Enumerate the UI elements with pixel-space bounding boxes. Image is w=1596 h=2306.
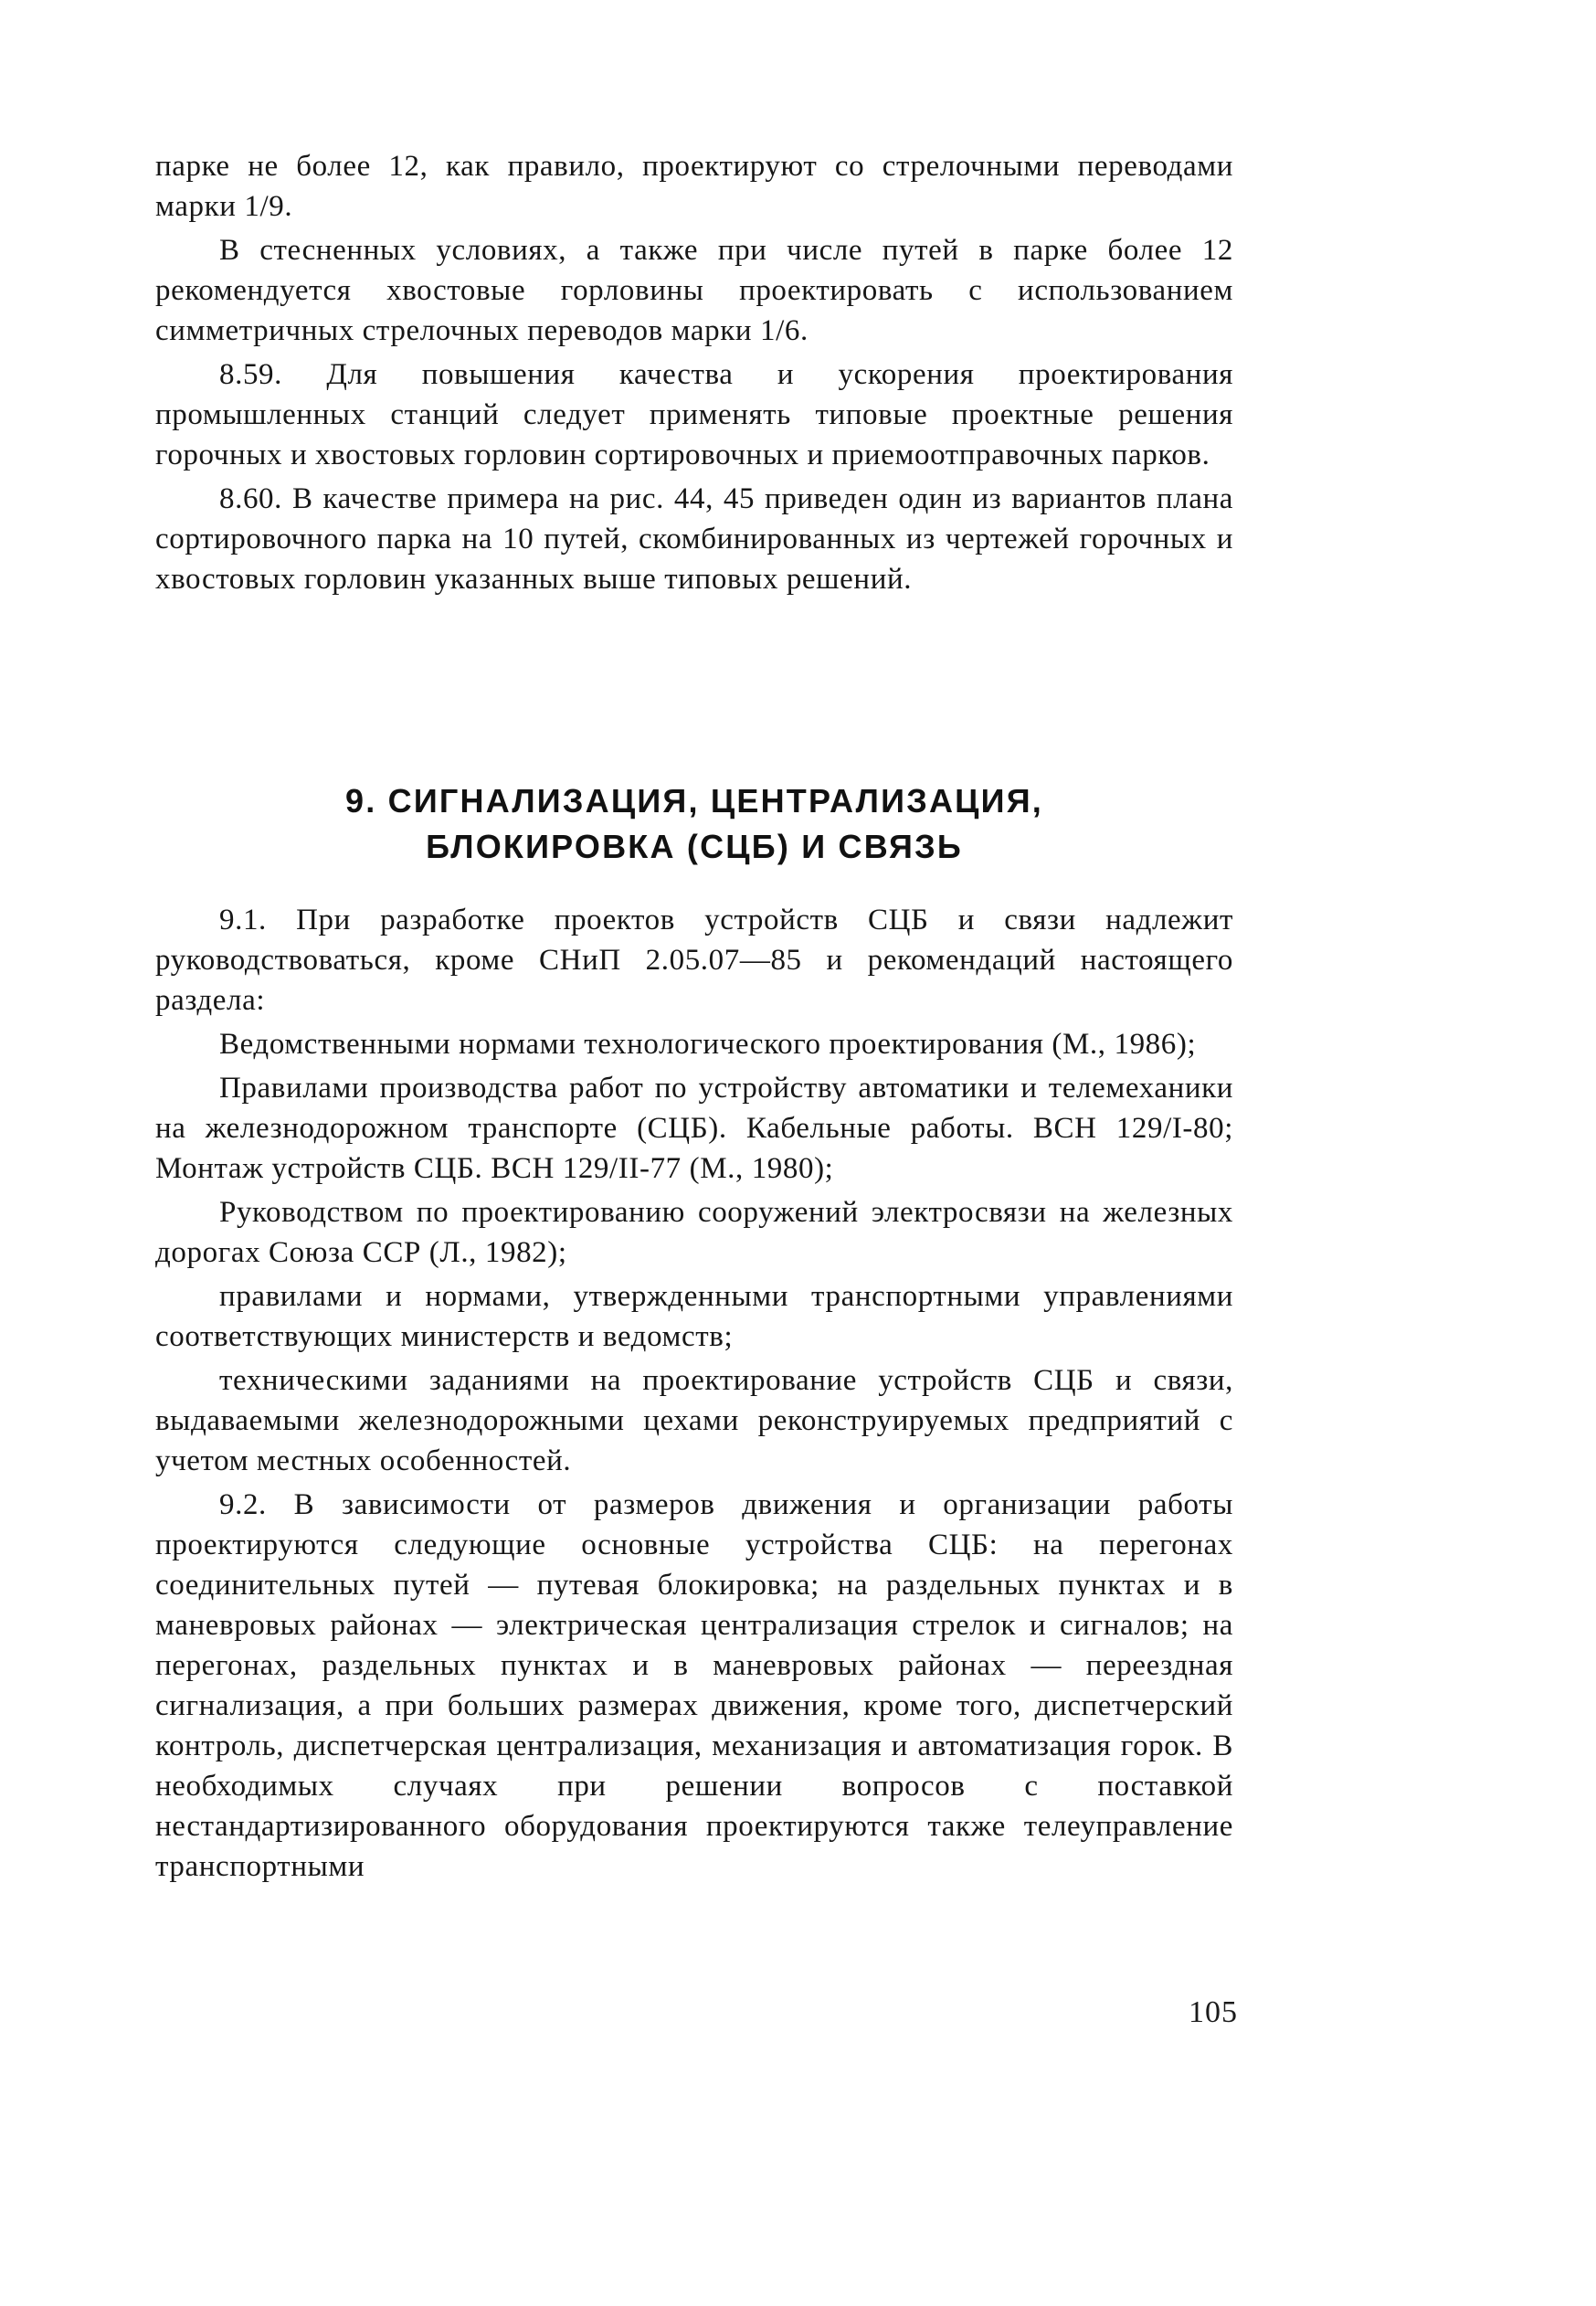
section-heading [155,778,1233,870]
paragraph-continuation: парке не более 12, как правило, проектируют со стрелочными переводами марки 1/9. [155,150,1233,223]
paragraph-9-1: 9.1. При разработке проектов устройств СЦБ и связи надлежит руководствоваться, кроме СНиП 2.05.07—85 и рекомендаций настоящего раздела: [155,904,1233,1017]
bottom-text-block [155,900,1233,1887]
top-text-block [155,146,1233,599]
list-item-transport-rules: правилами и нормами, утвержденными транспортными управлениями соответствующих министерств и ведомств; [155,1280,1233,1353]
paragraph-9-2: 9.2. В зависимости от размеров движения и организации работы проектируются следующие основные устройства СЦБ: на перегонах соединительных путей — путевая блокировка; на раздельных пунктах и в маневровых районах — электрическая централизация стрелок и сигналов; на перегонах, раздельных пунктах и в маневровых районах — переездная сигнализация, а при больших размерах движения, кроме того, диспетчерский контроль, диспетчерская централизация, механизация и автоматизация горок. В необходимых случаях при решении вопросов с поставкой нестандартизированного оборудования проектируются также телеуправление транспортными [155,1488,1233,1883]
section-heading-line-1: 9. СИГНАЛИЗАЦИЯ, ЦЕНТРАЛИЗАЦИЯ, [345,782,1043,820]
paragraph-8-60: 8.60. В качестве примера на рис. 44, 45 приведен один из вариантов плана сортировочного парка на 10 путей, скомбинированных из чертежей горочных и хвостовых горловин указанных выше типовых решений. [155,482,1233,596]
section-heading-line-2: БЛОКИРОВКА (СЦБ) И СВЯЗЬ [426,828,963,865]
list-item-departmental-norms: Ведомственными нормами технологического проектирования (М., 1986); [219,1028,1197,1061]
paragraph-8-59: 8.59. Для повышения качества и ускорения проектирования промышленных станций следует применять типовые проектные решения горочных и хвостовых горловин сортировочных и приемоотправочных парков. [155,358,1233,471]
list-item-telecom-guide: Руководством по проектированию сооружений электросвязи на железных дорогах Союза ССР (Л., 1982); [155,1196,1233,1269]
paragraph-narrow-conditions: В стесненных условиях, а также при числе путей в парке более 12 рекомендуется хвостовые горловины проектировать с использованием симметричных стрелочных переводов марки 1/6. [155,234,1233,347]
list-item-work-rules: Правилами производства работ по устройству автоматики и телемеханики на железнодорожном транспорте (СЦБ). Кабельные работы. ВСН 129/I-80; Монтаж устройств СЦБ. ВСН 129/II-77 (М., 1980); [155,1072,1233,1185]
page-number: 105 [1189,1995,1238,2029]
list-item-technical-tasks: техническими заданиями на проектирование устройств СЦБ и связи, выдаваемыми железнодорожными цехами реконструируемых предприятий с учетом местных особенностей. [155,1364,1233,1477]
